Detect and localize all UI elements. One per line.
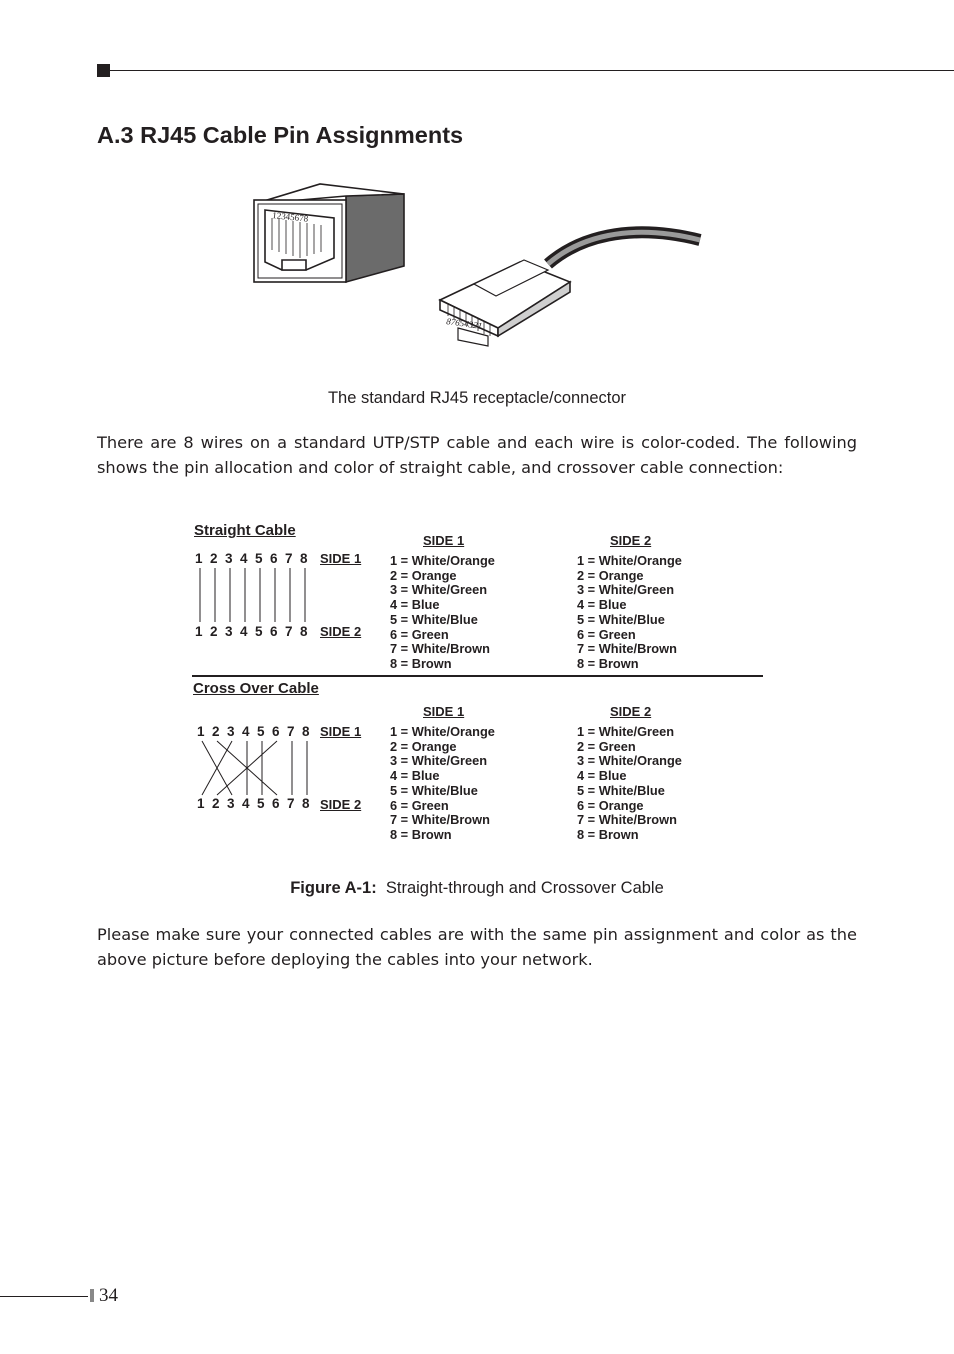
figure-caption-label: Figure A-1:: [290, 879, 377, 897]
page-number: 34: [99, 1285, 118, 1306]
list-item: 6 = Orange: [577, 797, 644, 813]
list-item: 2 = Green: [577, 738, 636, 754]
straight-top-pins: 1 2 3 4 5 6 7 8: [195, 551, 308, 566]
rj45-illustration: [248, 178, 708, 348]
straight-cable-title: Straight Cable: [194, 522, 296, 539]
intro-paragraph: There are 8 wires on a standard UTP/STP cable and each wire is color-coded. The following shows the pin allocation and color of straight cable, and crossover cable connection:: [97, 433, 857, 477]
list-item: 4 = Blue: [390, 768, 440, 784]
crossover-top-pins: 1 2 3 4 5 6 7 8: [197, 724, 310, 739]
list-item: 8 = Brown: [390, 655, 452, 671]
list-item: 2 = Orange: [390, 567, 457, 583]
list-item: 5 = White/Blue: [577, 611, 665, 627]
header-square: [97, 64, 110, 77]
crossover-side2-list: [577, 725, 682, 843]
list-item: 4 = Blue: [577, 597, 627, 613]
straight-side2-list: [577, 554, 682, 672]
footer-line: [0, 1296, 88, 1297]
list-item: 7 = White/Brown: [577, 812, 677, 828]
list-item: 2 = Orange: [577, 567, 644, 583]
crossover-side1-header: SIDE 1: [423, 704, 465, 719]
list-item: 5 = White/Blue: [390, 782, 478, 798]
section-heading: A.3 RJ45 Cable Pin Assignments: [97, 122, 464, 148]
list-item: 7 = White/Brown: [390, 812, 490, 828]
list-item: 8 = Brown: [390, 826, 452, 842]
straight-diagram-side2-label: SIDE 2: [320, 624, 362, 639]
list-item: 8 = Brown: [577, 655, 639, 671]
list-item: 7 = White/Brown: [390, 641, 490, 657]
crossover-side2-header: SIDE 2: [610, 704, 652, 719]
list-item: 5 = White/Blue: [390, 611, 478, 627]
list-item: 1 = White/Green: [577, 724, 675, 739]
connector-caption: The standard RJ45 receptacle/connector: [327, 389, 627, 407]
plug-pin-numbers: 87654321: [445, 316, 483, 331]
receptacle-pin-numbers: 12345678: [271, 210, 309, 224]
figure-caption-text: Straight-through and Crossover Cable: [385, 879, 664, 897]
header-line: [110, 70, 954, 71]
list-item: 3 = White/Green: [390, 753, 488, 769]
list-item: 1 = White/Orange: [390, 724, 495, 739]
straight-wiring-diagram: [196, 566, 316, 624]
list-item: 1 = White/Orange: [577, 553, 682, 568]
list-item: 6 = Green: [577, 626, 636, 642]
footer-bar: [90, 1289, 94, 1302]
straight-diagram-side1-label: SIDE 1: [320, 551, 362, 566]
rj45-receptacle: [254, 184, 404, 282]
crossover-bottom-pins: 1 2 3 4 5 6 7 8: [197, 796, 310, 811]
crossover-side1-list: [390, 725, 495, 843]
list-item: 5 = White/Blue: [577, 782, 665, 798]
crossover-diagram-side2-label: SIDE 2: [320, 797, 362, 812]
straight-side2-header: SIDE 2: [610, 533, 652, 548]
straight-side1-header: SIDE 1: [423, 533, 465, 548]
header-rule: [97, 64, 954, 78]
list-item: 2 = Orange: [390, 738, 457, 754]
list-item: 1 = White/Orange: [390, 553, 495, 568]
list-item: 3 = White/Green: [577, 582, 675, 598]
straight-side1-list: [390, 554, 495, 672]
closing-paragraph: Please make sure your connected cables are with the same pin assignment and color as the above picture before deploying the cables into your network.: [97, 925, 857, 969]
page-footer: [0, 1286, 140, 1308]
list-item: 3 = White/Green: [390, 582, 488, 598]
straight-bottom-pins: 1 2 3 4 5 6 7 8: [195, 624, 308, 639]
list-item: 8 = Brown: [577, 826, 639, 842]
list-item: 3 = White/Orange: [577, 753, 682, 769]
list-item: 6 = Green: [390, 797, 449, 813]
figure-divider: [192, 675, 763, 677]
crossover-diagram-side1-label: SIDE 1: [320, 724, 362, 739]
crossover-cable-title: Cross Over Cable: [193, 680, 319, 697]
list-item: 4 = Blue: [390, 597, 440, 613]
list-item: 6 = Green: [390, 626, 449, 642]
list-item: 4 = Blue: [577, 768, 627, 784]
figure-caption: [0, 879, 954, 898]
list-item: 7 = White/Brown: [577, 641, 677, 657]
crossover-wiring-diagram: [198, 739, 318, 797]
